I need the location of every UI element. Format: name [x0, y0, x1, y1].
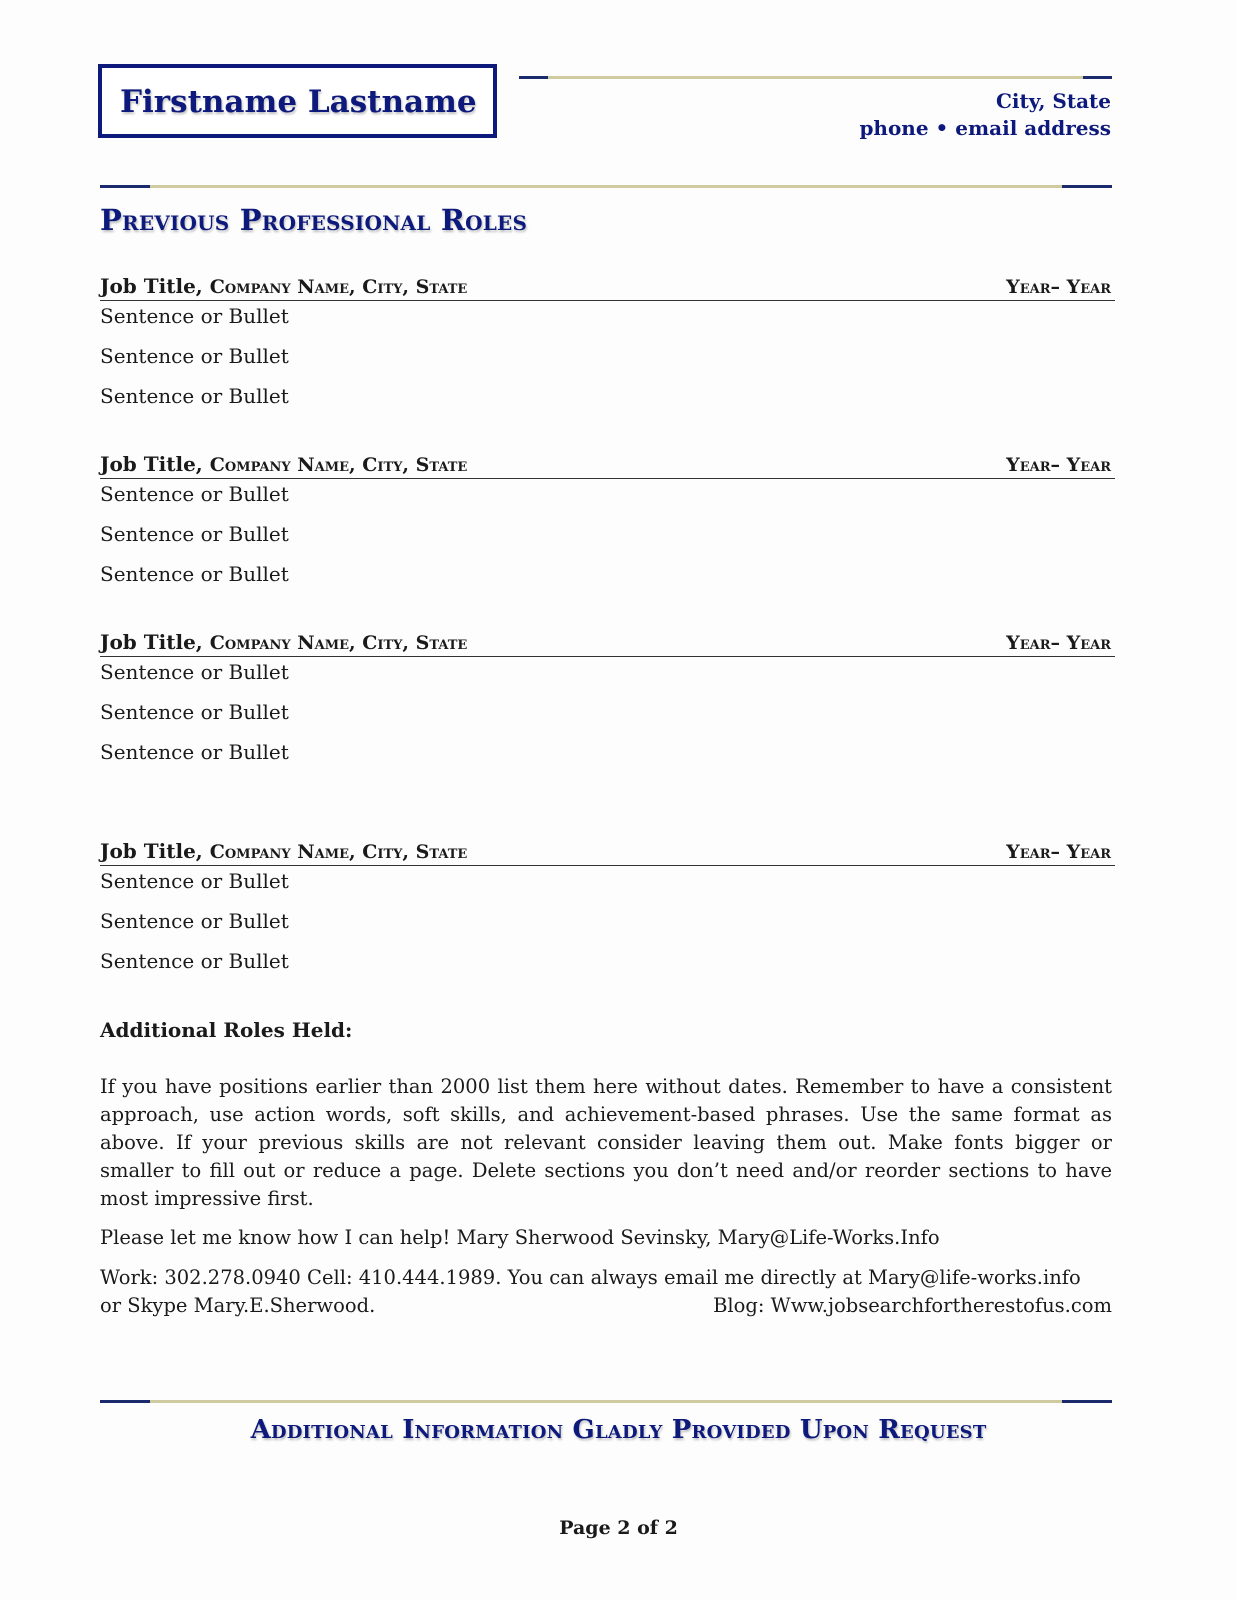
job-company: Company Name, City, State: [209, 276, 468, 298]
job-bullet: Sentence or Bullet: [100, 522, 289, 546]
work-line: Work: 302.278.0940 Cell: 410.444.1989. You can always email me directly at Mary@life-works.info: [100, 1266, 1081, 1289]
rule-cap-left: [519, 76, 548, 79]
job-title-line: [100, 630, 467, 654]
section-heading-previous-roles: Previous Professional Roles: [100, 203, 528, 237]
job-title: Job Title,: [100, 839, 203, 863]
rule-cap-left: [100, 185, 150, 188]
job-header: [100, 838, 1115, 866]
job-company: Company Name, City, State: [209, 841, 468, 863]
job-bullet: Sentence or Bullet: [100, 949, 289, 973]
additional-roles-title: Additional Roles Held:: [100, 1018, 353, 1042]
help-line: Please let me know how I can help! Mary Sherwood Sevinsky, Mary@Life-Works.Info: [100, 1226, 940, 1249]
name-box: [98, 64, 497, 138]
job-entry: [100, 838, 1115, 986]
job-bullet: Sentence or Bullet: [100, 909, 289, 933]
skype-blog-line: [100, 1292, 1112, 1320]
job-bullet: Sentence or Bullet: [100, 660, 289, 684]
job-entry: [100, 629, 1115, 777]
job-years: Year– Year: [1006, 454, 1111, 476]
job-title: Job Title,: [100, 452, 203, 476]
job-years: Year– Year: [1006, 632, 1111, 654]
header-bottom-rule: [100, 185, 1112, 188]
job-company: Company Name, City, State: [209, 632, 468, 654]
job-bullet: Sentence or Bullet: [100, 304, 289, 328]
rule-cap-right: [1062, 185, 1112, 188]
job-bullet: Sentence or Bullet: [100, 482, 289, 506]
job-title-line: [100, 274, 467, 298]
job-years: Year– Year: [1006, 841, 1111, 863]
footer-heading: Additional Information Gladly Provided Upon Request: [250, 1415, 987, 1445]
contact-location: City, State: [996, 89, 1111, 113]
job-header: [100, 629, 1115, 657]
job-header: [100, 451, 1115, 479]
job-title-line: [100, 839, 467, 863]
job-years: Year– Year: [1006, 276, 1111, 298]
rule-cap-right: [1062, 1400, 1112, 1403]
candidate-name: Firstname Lastname: [120, 84, 477, 120]
footer-rule: [100, 1400, 1112, 1403]
skype-text: or Skype Mary.E.Sherwood.: [100, 1294, 376, 1317]
header-top-rule: [519, 76, 1112, 79]
job-entry: [100, 451, 1115, 599]
rule-cap-right: [1083, 76, 1112, 79]
job-bullet: Sentence or Bullet: [100, 562, 289, 586]
job-bullet: Sentence or Bullet: [100, 700, 289, 724]
job-bullet: Sentence or Bullet: [100, 384, 289, 408]
job-company: Company Name, City, State: [209, 454, 468, 476]
page-number: Page 2 of 2: [559, 1517, 678, 1539]
additional-roles-paragraph: If you have positions earlier than 2000 list them here without dates. Remember to have a consistent approach, use action words, soft skills, and achievement-based phrases. Use the same format as above. If your previous skills are not relevant consider leaving them out. Make fonts bigger or smaller to fill out or reduce a page. Delete sections you don’t need and/or reorder sections to have most impressive first.: [100, 1075, 1112, 1210]
contact-phone-email: phone • email address: [859, 116, 1111, 140]
rule-cap-left: [100, 1400, 150, 1403]
job-title-line: [100, 452, 467, 476]
job-bullet: Sentence or Bullet: [100, 344, 289, 368]
job-header: [100, 273, 1115, 301]
job-title: Job Title,: [100, 630, 203, 654]
job-bullet: Sentence or Bullet: [100, 869, 289, 893]
job-entry: [100, 273, 1115, 421]
job-title: Job Title,: [100, 274, 203, 298]
job-bullet: Sentence or Bullet: [100, 740, 289, 764]
blog-link[interactable]: Blog: Www.jobsearchfortherestofus.com: [713, 1294, 1112, 1317]
